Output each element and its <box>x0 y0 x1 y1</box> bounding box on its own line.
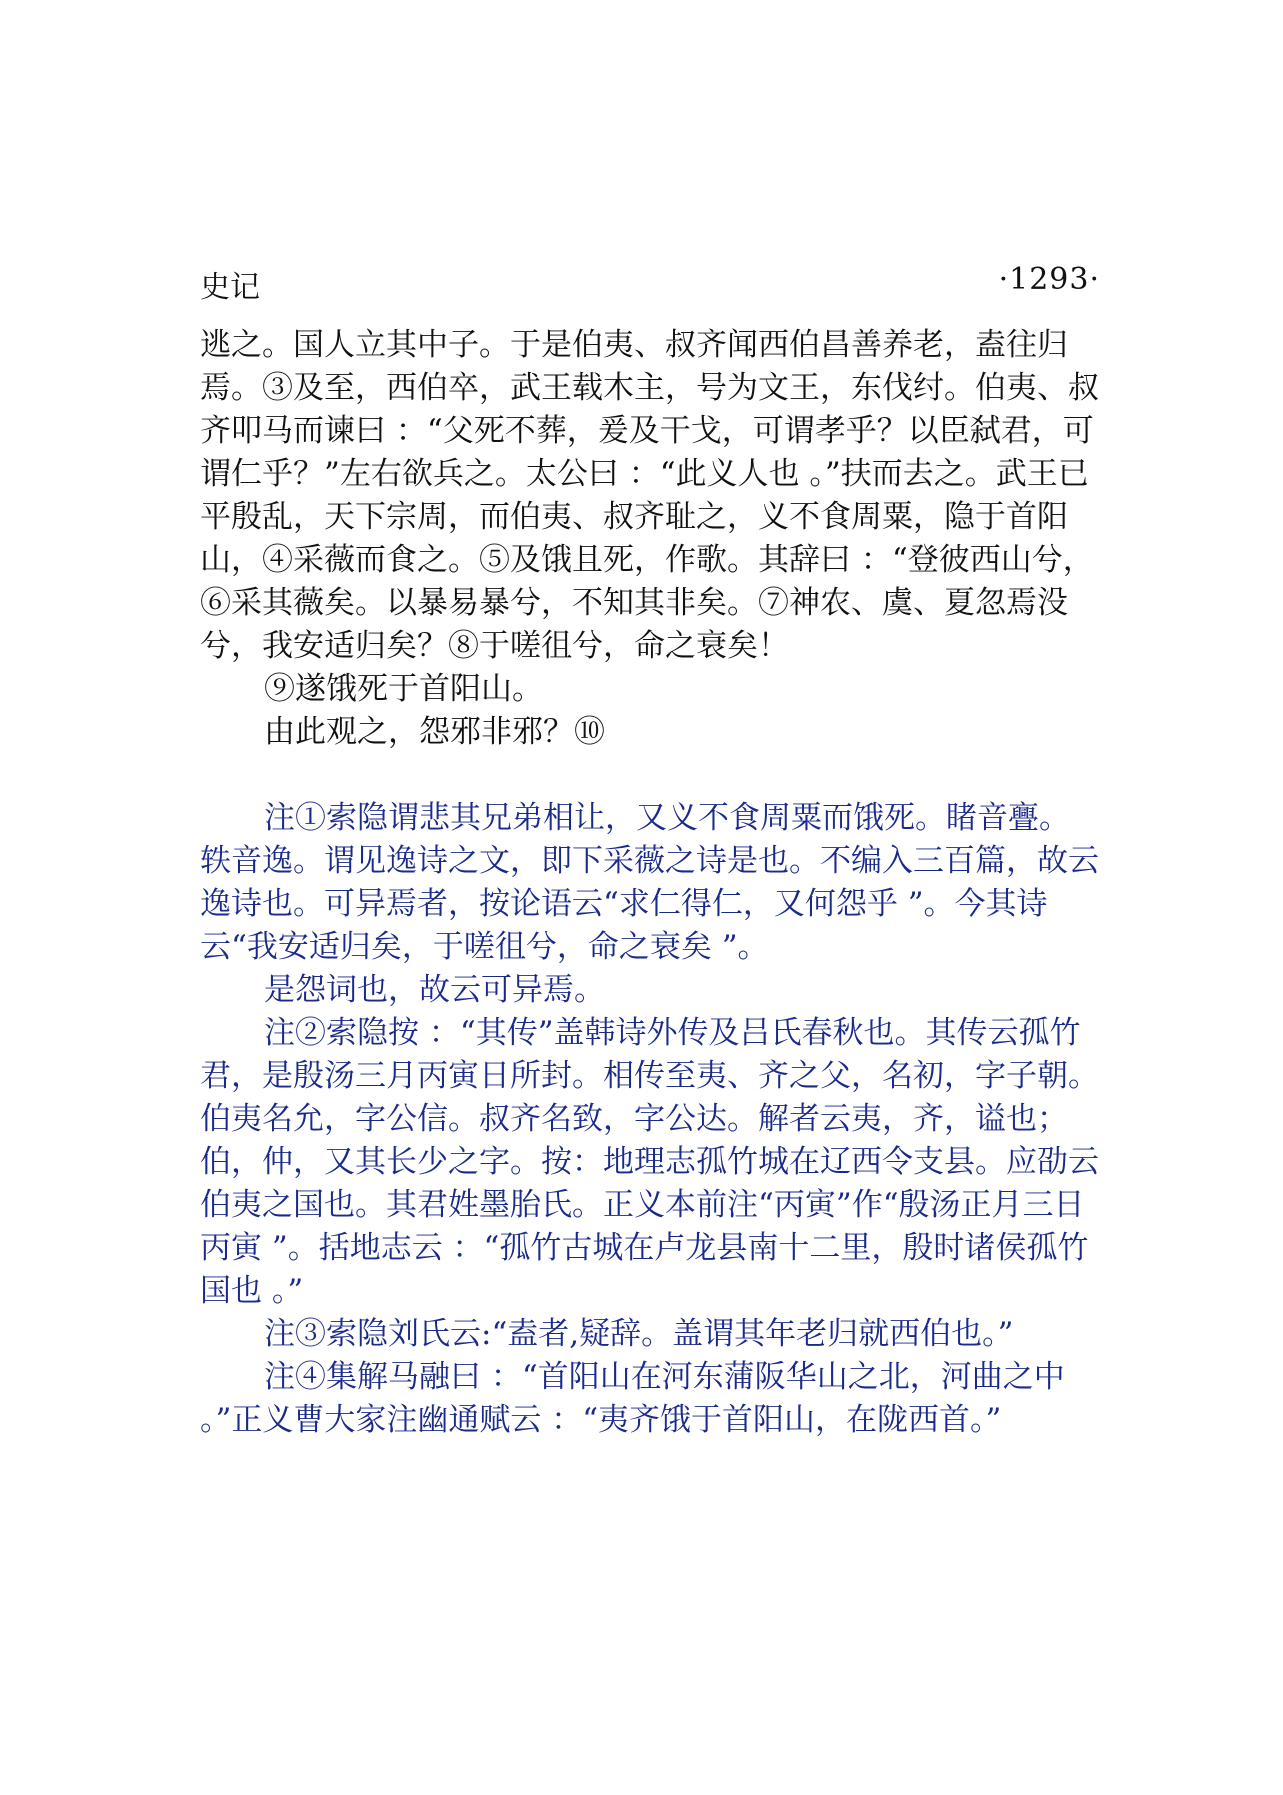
book-title: 史记 <box>200 270 260 305</box>
main-paragraph: ⑨遂饿死于首阳山。 <box>264 671 543 707</box>
annotation-note: 是怨词也，故云可异焉。 <box>264 972 605 1008</box>
annotations <box>200 797 1100 1442</box>
page-header <box>200 262 1100 310</box>
annotation-note: 注②索隐按 ：“其传”盖韩诗外传及吕氏春秋也。其传云孤竹君，是殷汤三月丙寅日所封。相传至夷、齐之父，名初，字子朝。伯夷名允，字公信。叔齐名致，字公达。解者云夷，齐，谥也；伯，仲，又其长少之字。按：地理志孤竹城在辽西令支县。应劭云伯夷之国也。其君姓墨胎氏。正义本前注“丙寅”作“殷汤正月三日丙寅 ”。括地志云 ：“孤竹古城在卢龙县南十二里，殷时诸侯孤竹国也 。” <box>200 1015 1099 1309</box>
main-paragraph: 逃之。国人立其中子。于是伯夷、叔齐闻西伯昌善养老，盍往归焉。③及至，西伯卒，武王载木主，号为文王，东伐纣。伯夷、叔齐叩马而谏曰 ：“父死不葬，爰及干戈，可谓孝乎？以臣弑君，可谓仁乎？”左右欲兵之。太公曰 ：“此义人也 。”扶而去之。武王已平殷乱，天下宗周，而伯夷、叔齐耻之，义不食周粟，隐于首阳山，④采薇而食之。⑤及饿且死，作歌。其辞曰 ：“登彼西山兮，⑥采其薇矣。以暴易暴兮，不知其非矣。⑦神农、虞、夏忽焉没兮，我安适归矣？⑧于嗟徂兮，命之衰矣！ <box>200 327 1099 664</box>
main-paragraph: 由此观之，怨邪非邪？⑩ <box>264 714 605 750</box>
main-text <box>200 324 1100 754</box>
page-number: ·1293· <box>998 262 1100 297</box>
annotation-note: 注③索隐刘氏云:“盍者,疑辞。盖谓其年老归就西伯也。” <box>264 1316 1014 1352</box>
page <box>200 262 1100 1442</box>
annotation-note: 注①索隐谓悲其兄弟相让，又义不食周粟而饿死。睹音亹。轶音逸。谓见逸诗之文，即下采薇之诗是也。不编入三百篇，故云逸诗也。可异焉者，按论语云“求仁得仁，又何怨乎 ”。今其诗云“我安适归矣，于嗟徂兮，命之衰矣 ”。 <box>200 800 1099 965</box>
annotation-note: 注④集解马融曰 ：“首阳山在河东蒲阪华山之北，河曲之中 。”正义曹大家注幽通赋云 ：“夷齐饿于首阳山，在陇西首。” <box>200 1359 1065 1438</box>
